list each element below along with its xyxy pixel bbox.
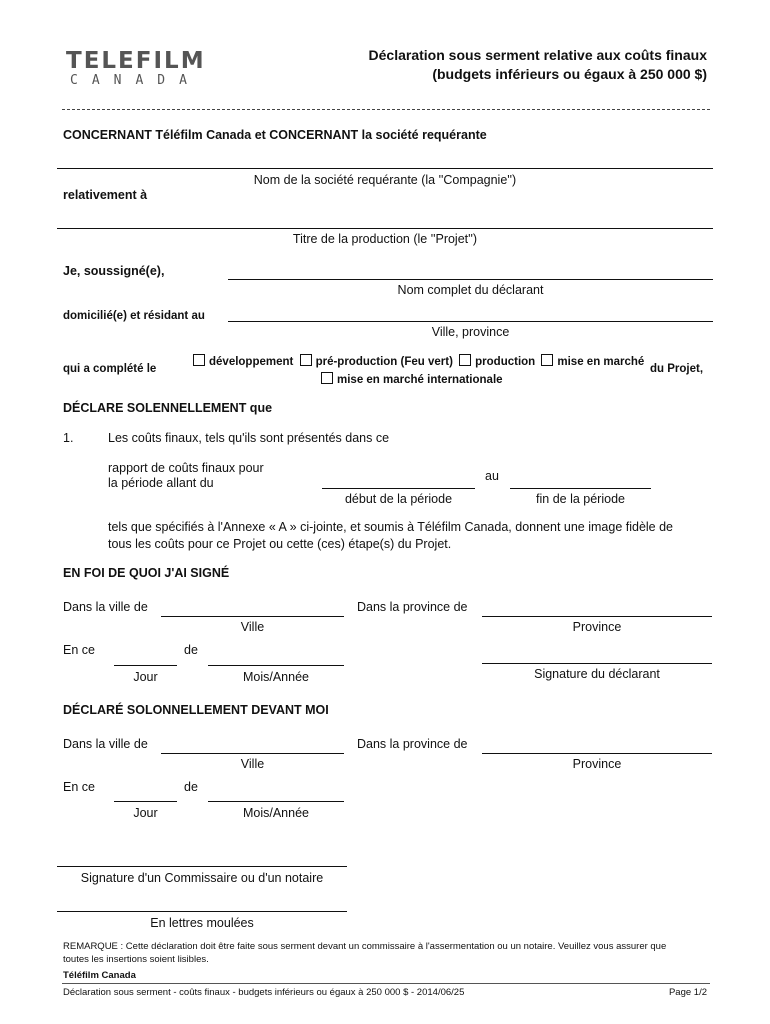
soussigne-label: Je, soussigné(e), <box>63 264 165 278</box>
before-en-ce-label: En ce <box>63 780 95 794</box>
before-province-field[interactable] <box>482 753 712 754</box>
label-preproduction: pré-production (Feu vert) <box>315 356 453 368</box>
block-letters-field[interactable] <box>57 911 347 912</box>
signed-day-field[interactable] <box>114 665 177 666</box>
footer-divider <box>62 983 710 984</box>
signed-province-label: Dans la province de <box>357 600 468 614</box>
header-divider <box>62 109 710 110</box>
before-day-field[interactable] <box>114 801 177 802</box>
document-title-line2: (budgets inférieurs ou égaux à 250 000 $) <box>432 66 707 82</box>
signed-month-caption: Mois/Année <box>242 670 309 684</box>
footer-page-number: Page 1/2 <box>668 987 707 998</box>
label-developpement: développement <box>209 356 294 368</box>
declarant-signature-caption: Signature du déclarant <box>534 667 660 681</box>
before-de-label: de <box>184 780 198 794</box>
annex-text-line2: tous les coûts pour ce Projet ou cette (ces) étape(s) du Projet. <box>108 537 452 551</box>
before-city-label: Dans la ville de <box>63 737 148 751</box>
before-province-label: Dans la province de <box>357 737 468 751</box>
logo-telefilm: TELEFILM <box>66 48 206 74</box>
label-mise-en-marche: mise en marché <box>557 356 645 368</box>
report-text-line1: rapport de coûts finaux pour <box>108 461 264 475</box>
signed-en-ce-label: En ce <box>63 643 95 657</box>
report-text-line2: la période allant du <box>108 476 214 490</box>
declarant-signature-field[interactable] <box>482 663 712 664</box>
checkbox-mise-en-marche-internationale[interactable] <box>321 372 333 384</box>
company-name-field[interactable] <box>57 168 713 169</box>
logo-canada: CANADA <box>70 73 201 88</box>
before-city-field[interactable] <box>161 753 344 754</box>
au-label: au <box>485 469 499 483</box>
checkbox-mise-en-marche[interactable] <box>541 354 553 366</box>
signed-day-caption: Jour <box>133 670 158 684</box>
before-day-caption: Jour <box>133 806 158 820</box>
signed-city-caption: Ville <box>240 620 265 634</box>
concernant-heading: CONCERNANT Téléfilm Canada et CONCERNANT la société requérante <box>63 128 487 142</box>
item1-number: 1. <box>63 431 74 445</box>
signed-heading: EN FOI DE QUOI J'AI SIGNÉ <box>63 566 230 580</box>
period-start-field[interactable] <box>322 488 475 489</box>
stage-checkboxes-row1 <box>193 354 644 368</box>
declarant-name-caption: Nom complet du déclarant <box>397 283 544 297</box>
signed-province-caption: Province <box>572 620 622 634</box>
block-letters-caption: En lettres moulées <box>150 916 254 930</box>
relativement-label: relativement à <box>63 188 148 202</box>
before-province-caption: Province <box>572 757 622 771</box>
period-end-field[interactable] <box>510 488 651 489</box>
city-province-field[interactable] <box>228 321 713 322</box>
remark-line1: REMARQUE : Cette déclaration doit être faite sous serment devant un commissaire à l'assermentation ou un notaire. Veuillez vous assurer que <box>63 941 667 952</box>
commissioner-signature-caption: Signature d'un Commissaire ou d'un notaire <box>80 871 324 885</box>
label-production: production <box>475 356 536 368</box>
item1-text: Les coûts finaux, tels qu'ils sont présentés dans ce <box>108 431 390 445</box>
signed-de-label: de <box>184 643 198 657</box>
annex-text-line1: tels que spécifiés à l'Annexe « A » ci-jointe, et soumis à Téléfilm Canada, donnent une image fidèle de <box>108 520 674 534</box>
signed-province-field[interactable] <box>482 616 712 617</box>
signed-city-label: Dans la ville de <box>63 600 148 614</box>
city-province-caption: Ville, province <box>431 325 510 339</box>
stage-checkboxes-row2 <box>321 372 503 386</box>
checkbox-developpement[interactable] <box>193 354 205 366</box>
before-heading: DÉCLARÉ SOLONNELLEMENT DEVANT MOI <box>63 703 329 717</box>
signed-city-field[interactable] <box>161 616 344 617</box>
before-month-caption: Mois/Année <box>242 806 309 820</box>
qui-a-complete-label: qui a complété le <box>63 363 157 375</box>
remark-line2: toutes les insertions soient lisibles. <box>63 954 209 965</box>
before-city-caption: Ville <box>240 757 265 771</box>
domicilie-label: domicilié(e) et résidant au <box>63 310 205 322</box>
project-title-field[interactable] <box>57 228 713 229</box>
declarant-name-field[interactable] <box>228 279 713 280</box>
company-name-caption: Nom de la société requérante (la ''Compagnie'') <box>253 173 517 187</box>
checkbox-production[interactable] <box>459 354 471 366</box>
signed-month-field[interactable] <box>208 665 344 666</box>
label-mise-en-marche-internationale: mise en marché internationale <box>337 374 503 386</box>
checkbox-preproduction[interactable] <box>300 354 312 366</box>
document-title-line1: Déclaration sous serment relative aux coûts finaux <box>368 47 707 63</box>
footer-org: Téléfilm Canada <box>63 970 136 981</box>
period-end-caption: fin de la période <box>536 492 625 506</box>
commissioner-signature-field[interactable] <box>57 866 347 867</box>
project-title-caption: Titre de la production (le ''Projet'') <box>292 232 478 246</box>
before-month-field[interactable] <box>208 801 344 802</box>
period-start-caption: début de la période <box>344 492 453 506</box>
du-projet-label: du Projet, <box>650 363 704 375</box>
footer-document-reference: Déclaration sous serment - coûts finaux - budgets inférieurs ou égaux à 250 000 $ - 2014/06/25 <box>63 987 465 998</box>
declare-heading: DÉCLARE SOLENNELLEMENT que <box>63 401 273 415</box>
